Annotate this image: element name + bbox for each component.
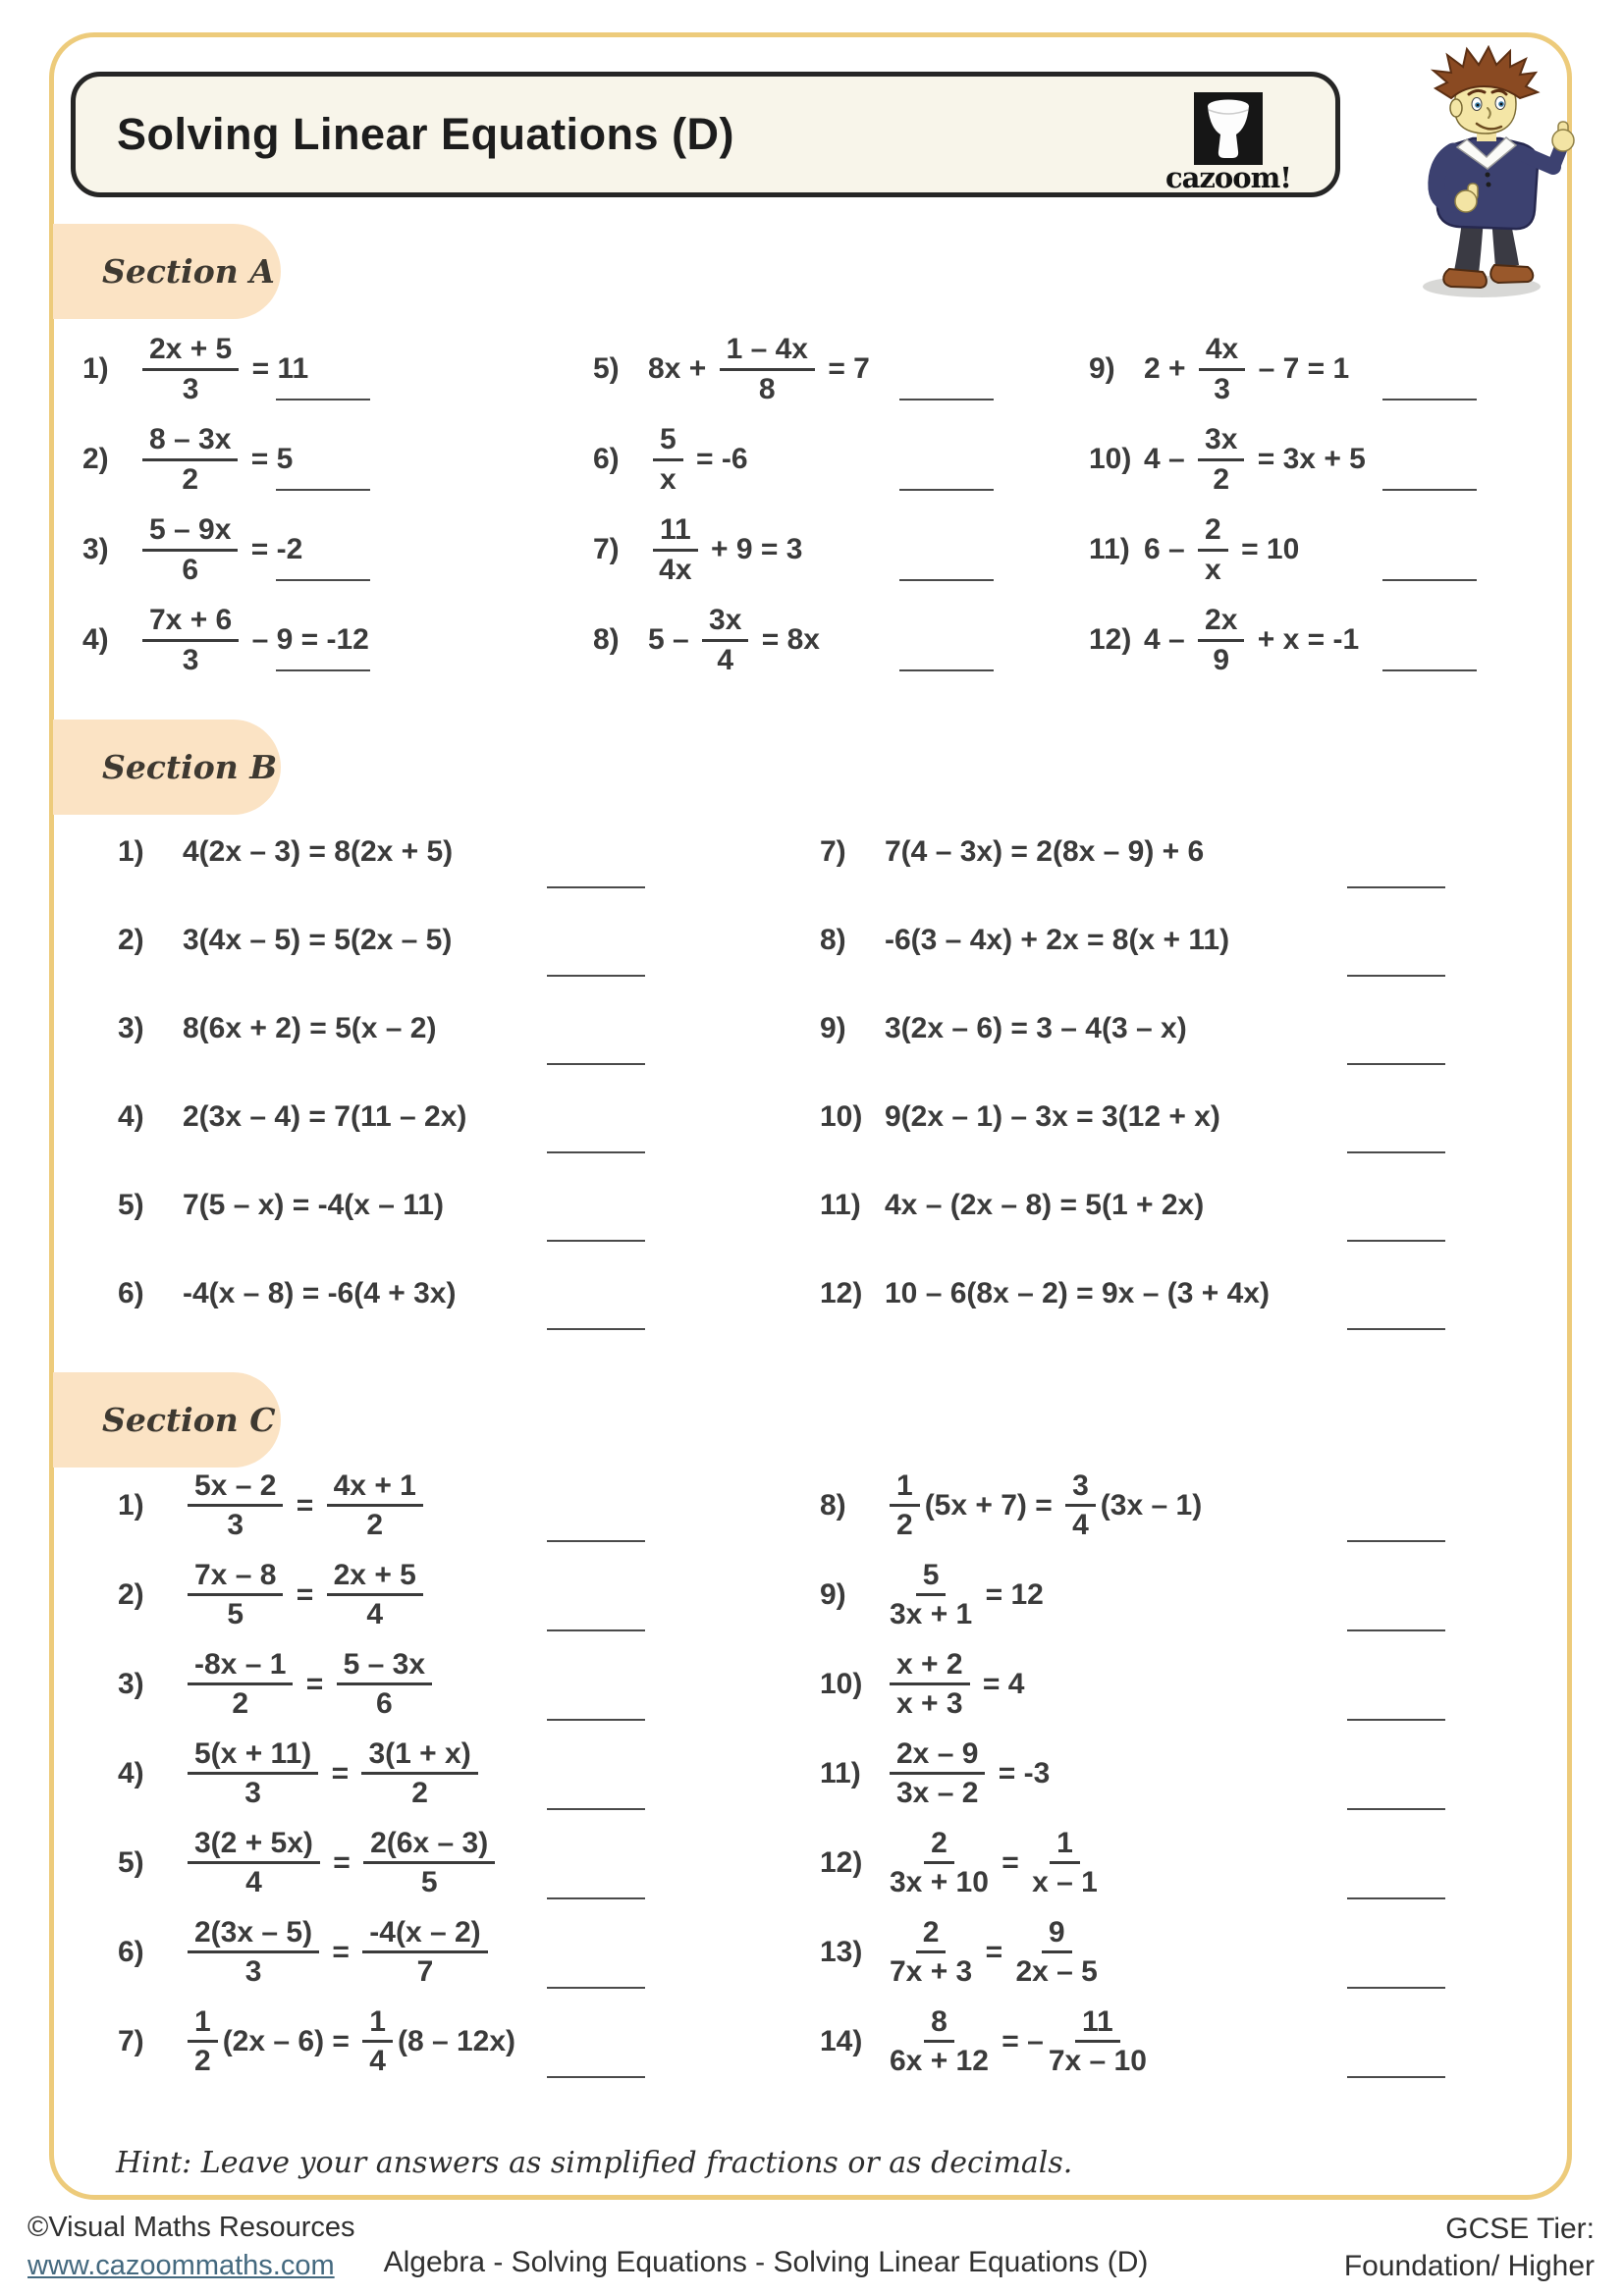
section-c-questions <box>71 1461 1543 2086</box>
answer-line[interactable] <box>899 489 994 491</box>
fraction: $\frac{1}{2}$ <box>890 1470 920 1541</box>
answer-line[interactable] <box>1347 1629 1445 1631</box>
answer-line[interactable] <box>547 1063 645 1065</box>
answer-line[interactable] <box>276 399 370 400</box>
question-number: 12) <box>820 1845 863 1879</box>
equation-text: 4 – <box>1144 443 1194 475</box>
question-item <box>773 1818 1543 1907</box>
answer-line[interactable] <box>547 1240 645 1242</box>
equation <box>885 1470 1202 1541</box>
question-item <box>71 414 581 505</box>
question-number: 8) <box>593 623 620 656</box>
equation-text: 8x + <box>648 352 715 385</box>
equation-text: 2(3x – 4) = 7(11 – 2x) <box>183 1100 467 1133</box>
equation <box>885 1917 1103 1988</box>
question-item <box>71 985 773 1073</box>
equation <box>183 924 452 957</box>
question-item <box>71 1550 773 1639</box>
equation-text: (5x + 7) = <box>924 1488 1061 1522</box>
question-item <box>71 1818 773 1907</box>
answer-line[interactable] <box>547 1540 645 1542</box>
question-item <box>773 1250 1543 1338</box>
question-item <box>71 1073 773 1161</box>
fraction: $\frac{2}{7x + 3}$ <box>890 1915 973 1988</box>
answer-line[interactable] <box>276 489 370 491</box>
equation <box>183 1470 428 1541</box>
question-item <box>773 1639 1543 1729</box>
question-number: 10) <box>820 1667 863 1700</box>
equation <box>648 334 870 404</box>
fraction: $\frac{7x - 8}{5}$ <box>188 1560 283 1630</box>
section-label: Section A <box>102 252 275 291</box>
equation <box>648 424 748 495</box>
answer-line[interactable] <box>1347 1987 1445 1989</box>
equation-text: = – <box>993 2024 1044 2057</box>
equation-text: – 9 = -12 <box>244 623 369 656</box>
fraction: $\frac{4x + 1}{2}$ <box>327 1470 423 1541</box>
fraction: $\frac{2}{x}$ <box>1198 514 1228 585</box>
equation <box>183 835 453 869</box>
equation-text: = 8x <box>753 623 820 656</box>
question-item <box>581 505 1077 595</box>
question-item <box>71 1250 773 1338</box>
fraction: $\frac{5}{3x + 1}$ <box>890 1558 973 1630</box>
fraction: $\frac{11}{7x - 10}$ <box>1048 2004 1147 2077</box>
question-item <box>773 1073 1543 1161</box>
fraction: $\frac{5(x + 11)}{3}$ <box>188 1738 318 1809</box>
section-c-header <box>53 1372 281 1468</box>
fraction: $\frac{8 - 3x}{2}$ <box>142 424 238 495</box>
question-number: 2) <box>82 443 109 475</box>
equation-text: = <box>288 1488 322 1522</box>
answer-line[interactable] <box>547 975 645 977</box>
equation <box>137 605 369 675</box>
equation <box>183 2006 515 2077</box>
answer-line[interactable] <box>1382 489 1477 491</box>
section-a-header <box>53 224 281 319</box>
cazoom-logo <box>1155 92 1302 194</box>
fraction: $\frac{4x}{3}$ <box>1199 334 1245 404</box>
equation-text: 3(4x – 5) = 5(2x – 5) <box>183 924 453 956</box>
equation-text: = <box>324 1845 359 1879</box>
question-number: 4) <box>82 623 109 656</box>
copyright-text: ©Visual Maths Resources <box>27 2212 355 2243</box>
equation-text: = -6 <box>687 443 748 475</box>
question-number: 3) <box>118 1012 144 1044</box>
equation-text: = <box>323 1756 357 1789</box>
question-item <box>773 808 1543 896</box>
tier-value: Foundation/ Higher <box>1343 2249 1595 2282</box>
equation-text: = 11 <box>244 352 309 385</box>
question-number: 2) <box>118 1577 144 1611</box>
question-number: 8) <box>820 924 846 956</box>
equation <box>1144 334 1349 404</box>
fraction: $\frac{3}{4}$ <box>1065 1470 1096 1541</box>
question-number: 4) <box>118 1756 144 1789</box>
question-number: 7) <box>820 835 846 868</box>
fraction: $\frac{9}{2x - 5}$ <box>1015 1915 1098 1988</box>
fraction: $\frac{11}{4x}$ <box>653 514 698 585</box>
question-item <box>71 896 773 985</box>
section-b-questions <box>71 808 1543 1338</box>
answer-line[interactable] <box>1347 1540 1445 1542</box>
answer-line[interactable] <box>1347 1897 1445 1899</box>
fraction: $\frac{8}{6x + 12}$ <box>890 2004 989 2077</box>
fraction: $\frac{2(3x - 5)}{3}$ <box>188 1917 319 1988</box>
answer-line[interactable] <box>547 1808 645 1810</box>
footer-credits <box>27 2211 355 2283</box>
question-item <box>71 1907 773 1997</box>
fraction: $\frac{2x - 9}{3x - 2}$ <box>890 1738 985 1809</box>
question-number: 7) <box>593 533 620 565</box>
fraction: $\frac{3(2 + 5x)}{4}$ <box>188 1828 320 1898</box>
equation <box>885 1738 1050 1809</box>
equation <box>885 1189 1204 1222</box>
equation-text: = -2 <box>243 533 303 565</box>
equation-text: 2 + <box>1144 352 1194 385</box>
tier-label: GCSE Tier: <box>1445 2213 1595 2245</box>
equation <box>183 1012 437 1045</box>
question-number: 11) <box>1089 533 1130 565</box>
section-label: Section B <box>102 748 278 786</box>
equation <box>183 1100 466 1134</box>
question-item <box>773 1461 1543 1550</box>
logo-wordmark: cazoom! <box>1164 161 1292 194</box>
fraction: $\frac{2x}{9}$ <box>1198 605 1244 675</box>
question-number: 1) <box>118 835 144 868</box>
question-number: 5) <box>593 352 620 385</box>
equation-text: + x = -1 <box>1249 623 1360 656</box>
equation <box>1144 424 1366 495</box>
fraction: $\frac{-8x - 1}{2}$ <box>188 1649 293 1720</box>
question-item <box>71 595 581 685</box>
equation <box>885 1277 1270 1310</box>
question-item <box>1077 595 1543 685</box>
fraction: $\frac{1}{x - 1}$ <box>1032 1826 1098 1898</box>
question-number: 3) <box>82 533 109 565</box>
equation <box>183 1828 500 1898</box>
question-number: 10) <box>1089 443 1132 475</box>
question-number: 12) <box>1089 623 1132 656</box>
answer-line[interactable] <box>899 579 994 581</box>
fraction: $\frac{5 - 3x}{6}$ <box>337 1649 432 1720</box>
question-item <box>71 1729 773 1818</box>
equation-text: = <box>298 1667 332 1700</box>
fraction: $\frac{3(1 + x)}{2}$ <box>361 1738 477 1809</box>
question-item <box>773 1729 1543 1818</box>
question-number: 3) <box>118 1667 144 1700</box>
equation <box>137 424 293 495</box>
answer-line[interactable] <box>276 669 370 671</box>
question-item <box>71 1161 773 1250</box>
fraction: $\frac{5 - 9x}{6}$ <box>142 514 238 585</box>
fraction: $\frac{2x + 5}{4}$ <box>327 1560 423 1630</box>
question-number: 12) <box>820 1277 863 1309</box>
equation-text: 8(6x + 2) = 5(x – 2) <box>183 1012 437 1044</box>
equation <box>885 1100 1220 1134</box>
answer-line[interactable] <box>547 886 645 888</box>
question-number: 5) <box>118 1189 144 1221</box>
equation-text: 4 – <box>1144 623 1194 656</box>
question-number: 6) <box>118 1277 144 1309</box>
fraction: $\frac{2x + 5}{3}$ <box>142 334 239 404</box>
fraction: $\frac{1}{4}$ <box>362 2006 393 2077</box>
answer-line[interactable] <box>276 579 370 581</box>
equation-text: -4(x – 8) = -6(4 + 3x) <box>183 1277 457 1309</box>
title-bar <box>71 72 1340 197</box>
equation-text: (2x – 6) = <box>222 2024 358 2057</box>
fraction: $\frac{1}{2}$ <box>188 2006 218 2077</box>
fraction: $\frac{5}{x}$ <box>653 424 683 495</box>
equation <box>1144 605 1359 675</box>
answer-line[interactable] <box>1382 399 1477 400</box>
section-a-questions <box>71 324 1543 685</box>
equation <box>183 1917 493 1988</box>
question-item <box>71 1997 773 2086</box>
question-number: 9) <box>820 1012 846 1044</box>
equation-text: 9(2x – 1) – 3x = 3(12 + x) <box>885 1100 1220 1133</box>
answer-line[interactable] <box>1347 1063 1445 1065</box>
equation-text: + 9 = 3 <box>702 533 803 565</box>
fraction: $\frac{1 - 4x}{8}$ <box>720 334 815 404</box>
equation-text: 4x – (2x – 8) = 5(1 + 2x) <box>885 1189 1205 1221</box>
section-label: Section C <box>102 1401 276 1439</box>
equation <box>885 1649 1024 1720</box>
djembe-drum-icon <box>1194 92 1263 165</box>
equation-text: = <box>993 1845 1028 1879</box>
equation-text: -6(3 – 4x) + 2x = 8(x + 11) <box>885 924 1230 956</box>
equation <box>648 605 820 675</box>
answer-line[interactable] <box>1347 1719 1445 1721</box>
fraction: $\frac{-4(x - 2)}{7}$ <box>362 1917 487 1988</box>
question-item <box>71 1639 773 1729</box>
fraction: $\frac{7x + 6}{3}$ <box>142 605 239 675</box>
answer-line[interactable] <box>547 1328 645 1330</box>
equation <box>885 1560 1044 1630</box>
equation <box>183 1560 428 1630</box>
equation <box>885 1012 1187 1045</box>
answer-line[interactable] <box>547 1987 645 1989</box>
question-number: 14) <box>820 2024 863 2057</box>
question-number: 4) <box>118 1100 144 1133</box>
equation-text: = <box>324 1935 358 1968</box>
answer-line[interactable] <box>1347 1151 1445 1153</box>
answer-line[interactable] <box>1347 1328 1445 1330</box>
equation <box>183 1189 444 1222</box>
equation-text: = <box>977 1935 1011 1968</box>
equation-text: = 12 <box>977 1577 1044 1611</box>
question-number: 13) <box>820 1935 863 1968</box>
question-item <box>1077 505 1543 595</box>
question-item <box>71 505 581 595</box>
question-item <box>1077 414 1543 505</box>
question-number: 6) <box>118 1935 144 1968</box>
equation <box>183 1277 456 1310</box>
answer-line[interactable] <box>547 2076 645 2078</box>
equation-text: 7(5 – x) = -4(x – 11) <box>183 1189 444 1221</box>
section-b-header <box>53 720 281 815</box>
equation <box>648 514 802 585</box>
question-item <box>581 595 1077 685</box>
question-item <box>1077 324 1543 414</box>
question-number: 9) <box>1089 352 1115 385</box>
answer-line[interactable] <box>547 1719 645 1721</box>
equation-text: 4(2x – 3) = 8(2x + 5) <box>183 835 454 868</box>
answer-line[interactable] <box>1347 975 1445 977</box>
equation-text: (8 – 12x) <box>397 2024 516 2057</box>
equation-text: (3x – 1) <box>1100 1488 1203 1522</box>
equation-text: = 7 <box>819 352 870 385</box>
fraction: $\frac{2(6x - 3)}{5}$ <box>363 1828 495 1898</box>
answer-line[interactable] <box>547 1897 645 1899</box>
equation-text: = 3x + 5 <box>1249 443 1366 475</box>
question-number: 1) <box>82 352 109 385</box>
equation <box>885 1828 1103 1898</box>
question-item <box>773 1907 1543 1997</box>
question-number: 5) <box>118 1845 144 1879</box>
answer-line[interactable] <box>899 669 994 671</box>
equation <box>183 1649 437 1720</box>
question-number: 6) <box>593 443 620 475</box>
equation-text: = -3 <box>990 1756 1051 1789</box>
equation <box>885 835 1204 869</box>
question-number: 10) <box>820 1100 863 1133</box>
equation <box>137 334 308 404</box>
answer-line[interactable] <box>547 1629 645 1631</box>
hint-text: Hint: Leave your answers as simplified fractions or as decimals. <box>116 2146 1073 2180</box>
answer-line[interactable] <box>1347 1808 1445 1810</box>
equation-text: = 5 <box>243 443 294 475</box>
question-number: 9) <box>820 1577 846 1611</box>
question-number: 8) <box>820 1488 846 1522</box>
equation-text: = <box>288 1577 322 1611</box>
equation-text: = 10 <box>1232 533 1300 565</box>
equation-text: = 4 <box>974 1667 1025 1700</box>
question-number: 2) <box>118 924 144 956</box>
equation <box>183 1738 483 1809</box>
answer-line[interactable] <box>1382 669 1477 671</box>
equation-text: 7(4 – 3x) = 2(8x – 9) + 6 <box>885 835 1205 868</box>
question-number: 1) <box>118 1488 144 1522</box>
question-item <box>773 1550 1543 1639</box>
mascot-boy-illustration <box>1371 45 1598 302</box>
equation <box>885 924 1229 957</box>
question-item <box>773 1997 1543 2086</box>
question-item <box>773 985 1543 1073</box>
equation <box>885 2006 1152 2077</box>
answer-line[interactable] <box>1382 579 1477 581</box>
question-item <box>71 1461 773 1550</box>
question-number: 11) <box>820 1756 861 1789</box>
equation <box>1144 514 1299 585</box>
equation-text: 10 – 6(8x – 2) = 9x – (3 + 4x) <box>885 1277 1270 1309</box>
question-item <box>581 324 1077 414</box>
fraction: $\frac{x + 2}{x + 3}$ <box>890 1649 970 1720</box>
answer-line[interactable] <box>547 1151 645 1153</box>
equation-text: 5 – <box>648 623 698 656</box>
fraction: $\frac{2}{3x + 10}$ <box>890 1826 989 1898</box>
answer-line[interactable] <box>899 399 994 400</box>
fraction: $\frac{5x - 2}{3}$ <box>188 1470 283 1541</box>
question-number: 11) <box>820 1189 861 1221</box>
answer-line[interactable] <box>1347 2076 1445 2078</box>
answer-line[interactable] <box>1347 886 1445 888</box>
question-item <box>581 414 1077 505</box>
question-item <box>71 808 773 896</box>
equation-text: 3(2x – 6) = 3 – 4(3 – x) <box>885 1012 1187 1044</box>
page-title: Solving Linear Equations (D) <box>117 109 735 159</box>
fraction: $\frac{3x}{2}$ <box>1198 424 1244 495</box>
equation <box>137 514 302 585</box>
question-item <box>773 896 1543 985</box>
question-number: 7) <box>118 2024 144 2057</box>
footer-tier <box>1344 2211 1595 2284</box>
question-item <box>71 324 581 414</box>
equation-text: – 7 = 1 <box>1250 352 1350 385</box>
website-link[interactable]: www.cazoommaths.com <box>27 2249 335 2281</box>
answer-line[interactable] <box>1347 1240 1445 1242</box>
equation-text: 6 – <box>1144 533 1194 565</box>
fraction: $\frac{3x}{4}$ <box>702 605 748 675</box>
question-item <box>773 1161 1543 1250</box>
footer-breadcrumb: Algebra - Solving Equations - Solving Linear Equations (D) <box>383 2246 1149 2278</box>
